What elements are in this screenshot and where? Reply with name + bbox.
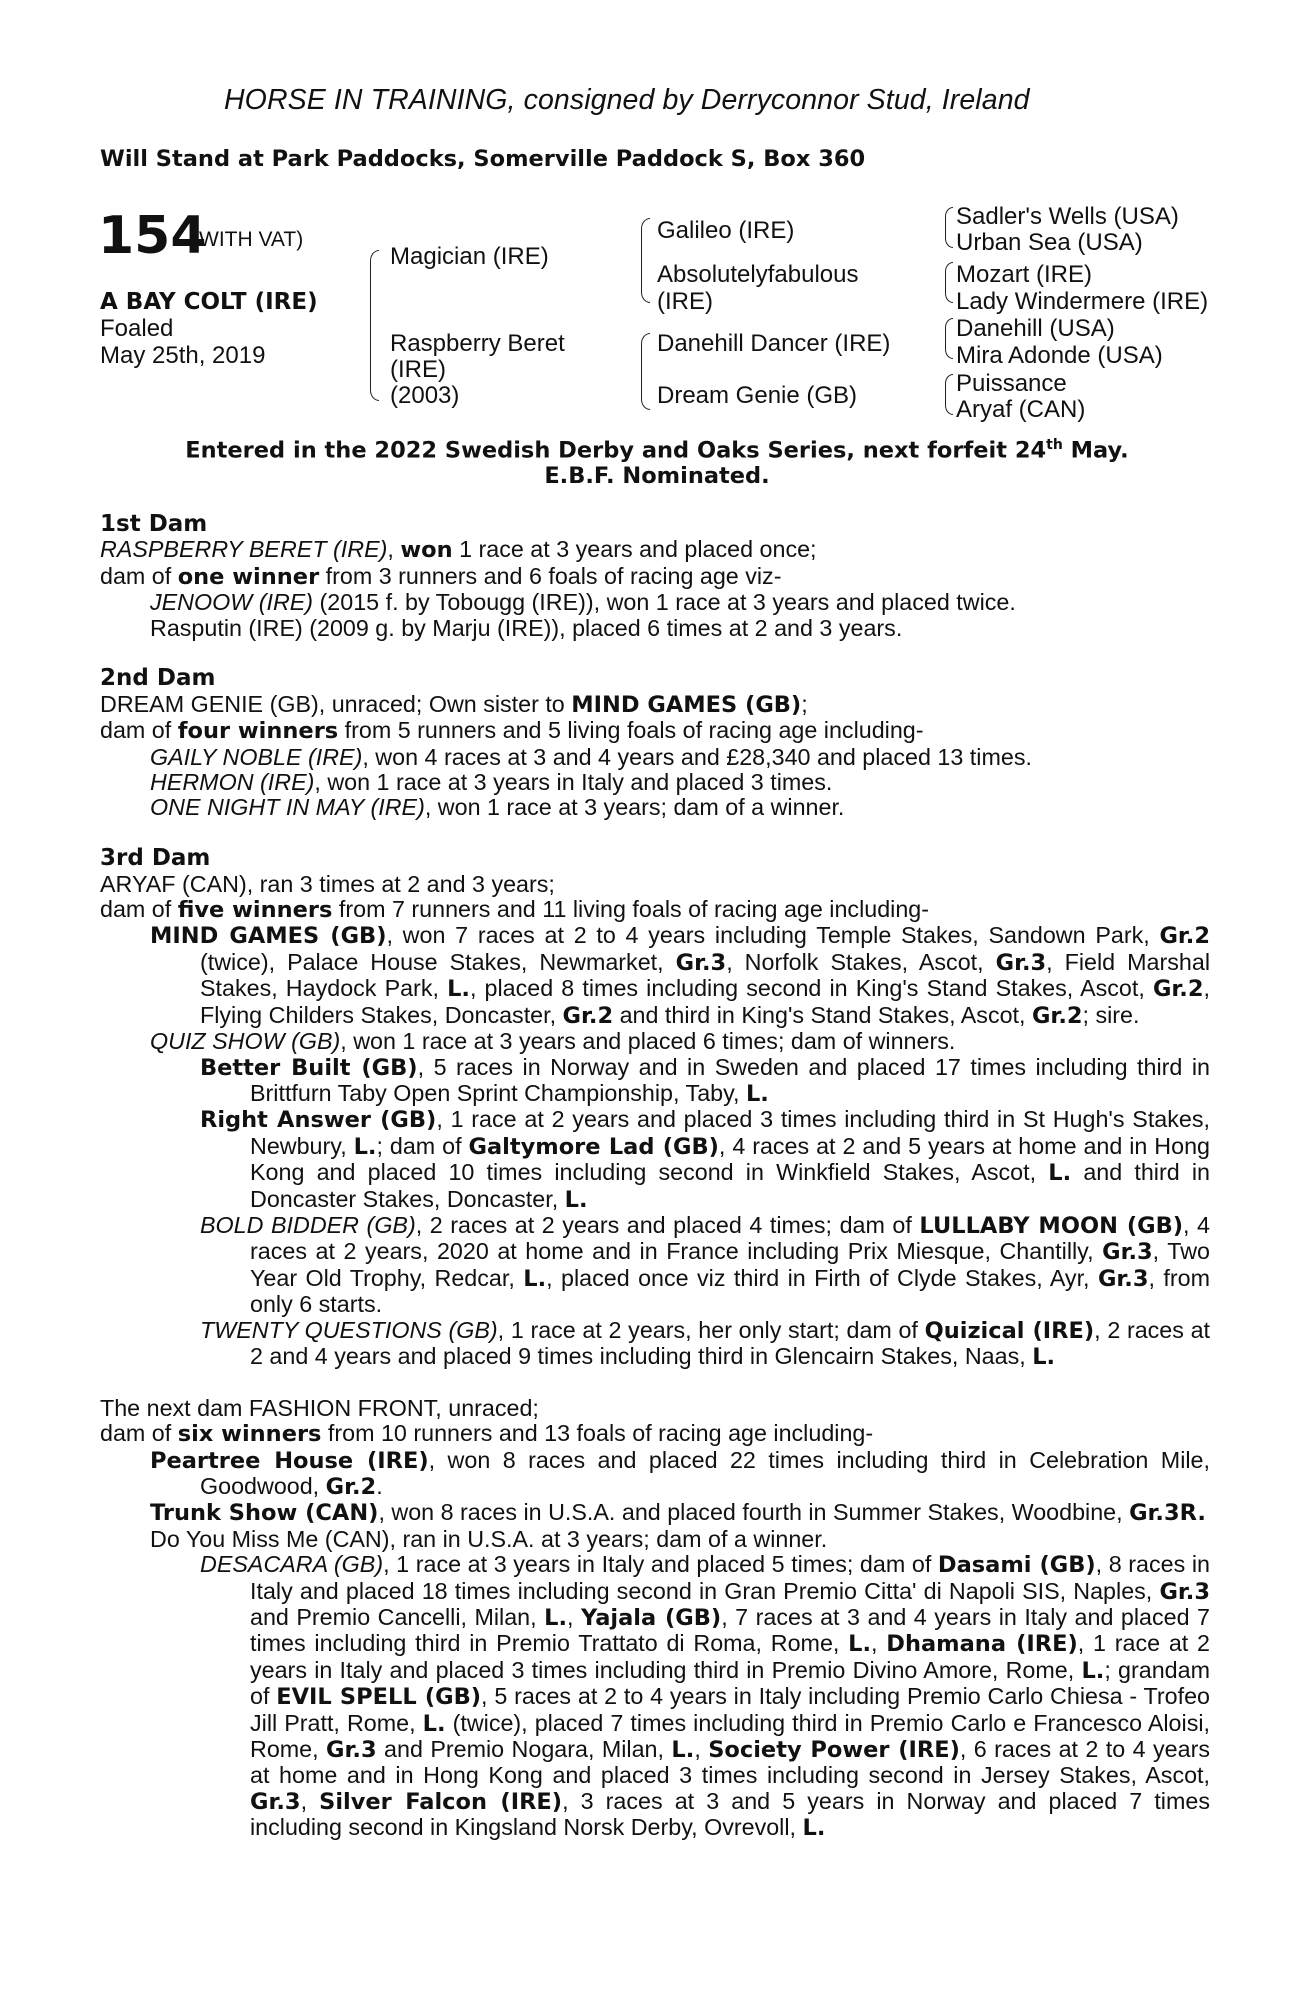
first-dam-produce-2: Rasputin (IRE) (2009 g. by Marju (IRE)), placed 6 times at 2 and 3 years. — [150, 614, 903, 641]
third-dam-line1: ARYAF (CAN), ran 3 times at 2 and 3 years; — [100, 870, 555, 897]
first-dam-heading: 1st Dam — [100, 511, 208, 537]
entries-line1: Entered in the 2022 Swedish Derby and Oaks Series, next forfeit 24th May. — [185, 437, 1129, 464]
pedigree-sire-dam-line2: (IRE) — [657, 288, 713, 315]
grandproduce-twenty-questions: TWENTY QUESTIONS (GB), 1 race at 2 years, her only start; dam of Quizical (IRE), 2 races at 2 and 4 years and placed 9 times including third in Glencairn Stakes, Naas, L. — [200, 1316, 1211, 1370]
second-dam-produce-3: ONE NIGHT IN MAY (IRE), won 1 race at 3 years; dam of a winner. — [150, 794, 845, 821]
entries-line2: E.B.F. Nominated. — [544, 463, 770, 489]
vat-label: (WITH VAT) — [192, 228, 304, 251]
brace-g5 — [945, 318, 953, 339]
first-dam-produce-1: JENOOW (IRE) (2015 f. by Tobougg (IRE)), won 1 race at 3 years and placed twice. — [150, 589, 1016, 616]
next-dam-line1: The next dam FASHION FRONT, unraced; — [100, 1394, 539, 1421]
third-dam-line2: dam of five winners from 7 runners and 11 living foals of racing age including- — [100, 896, 929, 924]
foaled-label: Foaled — [100, 315, 174, 342]
next-dam-line2: dam of six winners from 10 runners and 13 foals of racing age including- — [100, 1420, 874, 1448]
brace-g6 — [945, 338, 953, 359]
third-dam-produce-quiz-show: QUIZ SHOW (GB), won 1 race at 3 years and placed 6 times; dam of winners. — [150, 1028, 956, 1055]
second-dam-heading: 2nd Dam — [100, 665, 216, 692]
brace-g2 — [945, 227, 953, 248]
pedigree-dam-sire: Danehill Dancer (IRE) — [657, 330, 891, 357]
lot-description: A BAY COLT (IRE) — [100, 289, 318, 315]
pedigree-dam-line3: (2003) — [390, 382, 460, 409]
brace-g8 — [945, 394, 953, 415]
stand-location: Will Stand at Park Paddocks, Somerville Paddock S, Box 360 — [100, 146, 866, 172]
brace-g1 — [945, 207, 953, 228]
first-dam-line1: RASPBERRY BERET (IRE), won 1 race at 3 years and placed once; — [100, 536, 817, 564]
second-dam-line1: DREAM GENIE (GB), unraced; Own sister to MIND GAMES (GB); — [100, 690, 808, 718]
next-dam-produce-do-you-miss-me: Do You Miss Me (CAN), ran in U.S.A. at 3 years; dam of a winner. — [150, 1525, 828, 1552]
first-dam-line2: dam of one winner from 3 runners and 6 foals of racing age viz- — [100, 562, 782, 590]
pedigree-sire-dam-line1: Absolutelyfabulous — [657, 261, 859, 288]
catalogue-body — [100, 512, 1210, 1842]
pedigree-brace-main-top — [370, 250, 379, 311]
brace-g7 — [945, 374, 953, 395]
pedigree-g4: Lady Windermere (IRE) — [956, 288, 1209, 315]
pedigree-dam-dam: Dream Genie (GB) — [657, 382, 858, 409]
grandproduce-bold-bidder: BOLD BIDDER (GB), 2 races at 2 years and placed 4 times; dam of LULLABY MOON (GB), 4 races at 2 years, 2020 at home and in France including Prix Miesque, Chantilly, Gr.3, Two Year Old Trophy, Redcar, L., placed once viz third in Firth of Clyde Stakes, Ayr, Gr.3, from only 6 starts. — [200, 1211, 1210, 1318]
pedigree-dam-line2: (IRE) — [390, 356, 446, 383]
grandproduce-better-built: Better Built (GB), 5 races in Norway and in Sweden and placed 17 times including third in Brittfurn Taby Open Sprint Championship, Taby, L. — [200, 1053, 1211, 1107]
next-dam-produce-peartree-house: Peartree House (IRE), won 8 races and placed 22 times including third in Celebration Mile, Goodwood, Gr.2. — [150, 1446, 1210, 1500]
grandproduce-right-answer: Right Answer (GB), 1 race at 2 years and placed 3 times including third in St Hugh's Stakes, Newbury, L.; dam of Galtymore Lad (GB), 4 races at 2 and 5 years at home and in Hong Kong and placed 10 times including second in Winkfield Stakes, Ascot, L. and third in Doncaster Stakes, Doncaster, L. — [200, 1106, 1210, 1213]
pedigree-g5: Danehill (USA) — [956, 315, 1115, 342]
brace-g4 — [945, 282, 953, 303]
pedigree-sire: Magician (IRE) — [390, 243, 549, 270]
next-dam-produce-trunk-show: Trunk Show (CAN), won 8 races in U.S.A. and placed fourth in Summer Stakes, Woodbine, Gr.3R. — [150, 1499, 1206, 1527]
pedigree-sire-sire: Galileo (IRE) — [657, 217, 795, 244]
second-dam-produce-1: GAILY NOBLE (IRE), won 4 races at 3 and 4 years and £28,340 and placed 13 times. — [150, 743, 1032, 770]
pedigree-brace-sire-top — [641, 218, 650, 267]
pedigree-g8: Aryaf (CAN) — [956, 396, 1086, 423]
brace-g3 — [945, 262, 953, 283]
lot-number: 154 — [98, 206, 207, 266]
foaled-date: May 25th, 2019 — [100, 342, 266, 369]
pedigree-g6: Mira Adonde (USA) — [956, 342, 1163, 369]
pedigree-g3: Mozart (IRE) — [956, 261, 1093, 288]
pedigree-g7: Puissance — [956, 370, 1067, 397]
pedigree-brace-main-bottom — [370, 310, 379, 401]
grandproduce-desacara: DESACARA (GB), 1 race at 3 years in Italy and placed 5 times; dam of Dasami (GB), 8 races in Italy and placed 18 times including second in Gran Premio Citta' di Napoli SIS, Naples, Gr.3 and Premio Cancelli, Milan, L., Yajala (GB), 7 races at 3 and 4 years in Italy and placed 7 times including third in Premio Trattato di Roma, Rome, L., Dhamana (IRE), 1 race at 2 years in Italy and placed 3 times including third in Premio Divino Amore, Rome, L.; grandam of EVIL SPELL (GB), 5 races at 2 to 4 years in Italy including Premio Carlo Chiesa - Trofeo Jill Pratt, Rome, L. (twice), placed 7 times including third in Premio Carlo e Francesco Aloisi, Rome, Gr.3 and Premio Nogara, Milan, L., Society Power (IRE), 6 races at 2 to 4 years at home and in Hong Kong and placed 3 times including second in Jersey Stakes, Ascot, Gr.3, Silver Falcon (IRE), 3 races at 3 and 5 years in Norway and placed 7 times including second in Kingsland Norsk Derby, Ovrevoll, L. — [200, 1551, 1211, 1842]
second-dam-produce-2: HERMON (IRE), won 1 race at 3 years in Italy and placed 3 times. — [150, 769, 833, 796]
pedigree-g2: Urban Sea (USA) — [956, 229, 1143, 256]
third-dam-produce-mind-games: MIND GAMES (GB), won 7 races at 2 to 4 years including Temple Stakes, Sandown Park, Gr.2 (twice), Palace House Stakes, Newmarket, Gr.3, Norfolk Stakes, Ascot, Gr.3, Field Marshal Stakes, Haydock Park, L., placed 8 times including second in King's Stand Stakes, Ascot, Gr.2, Flying Childers Stakes, Doncaster, Gr.2 and third in King's Stand Stakes, Ascot, Gr.2; sire. — [150, 922, 1210, 1029]
pedigree-brace-sire-bottom — [641, 266, 650, 303]
third-dam-heading: 3rd Dam — [100, 845, 211, 872]
pedigree-brace-dam-top — [641, 333, 650, 370]
pedigree-dam-line1: Raspberry Beret — [390, 330, 565, 357]
pedigree-g1: Sadler's Wells (USA) — [956, 203, 1179, 230]
second-dam-line2: dam of four winners from 5 runners and 5 living foals of racing age including- — [100, 717, 924, 745]
consignor-heading: HORSE IN TRAINING, consigned by Derryconnor Stud, Ireland — [224, 84, 1030, 116]
pedigree-brace-dam-bottom — [641, 369, 650, 410]
